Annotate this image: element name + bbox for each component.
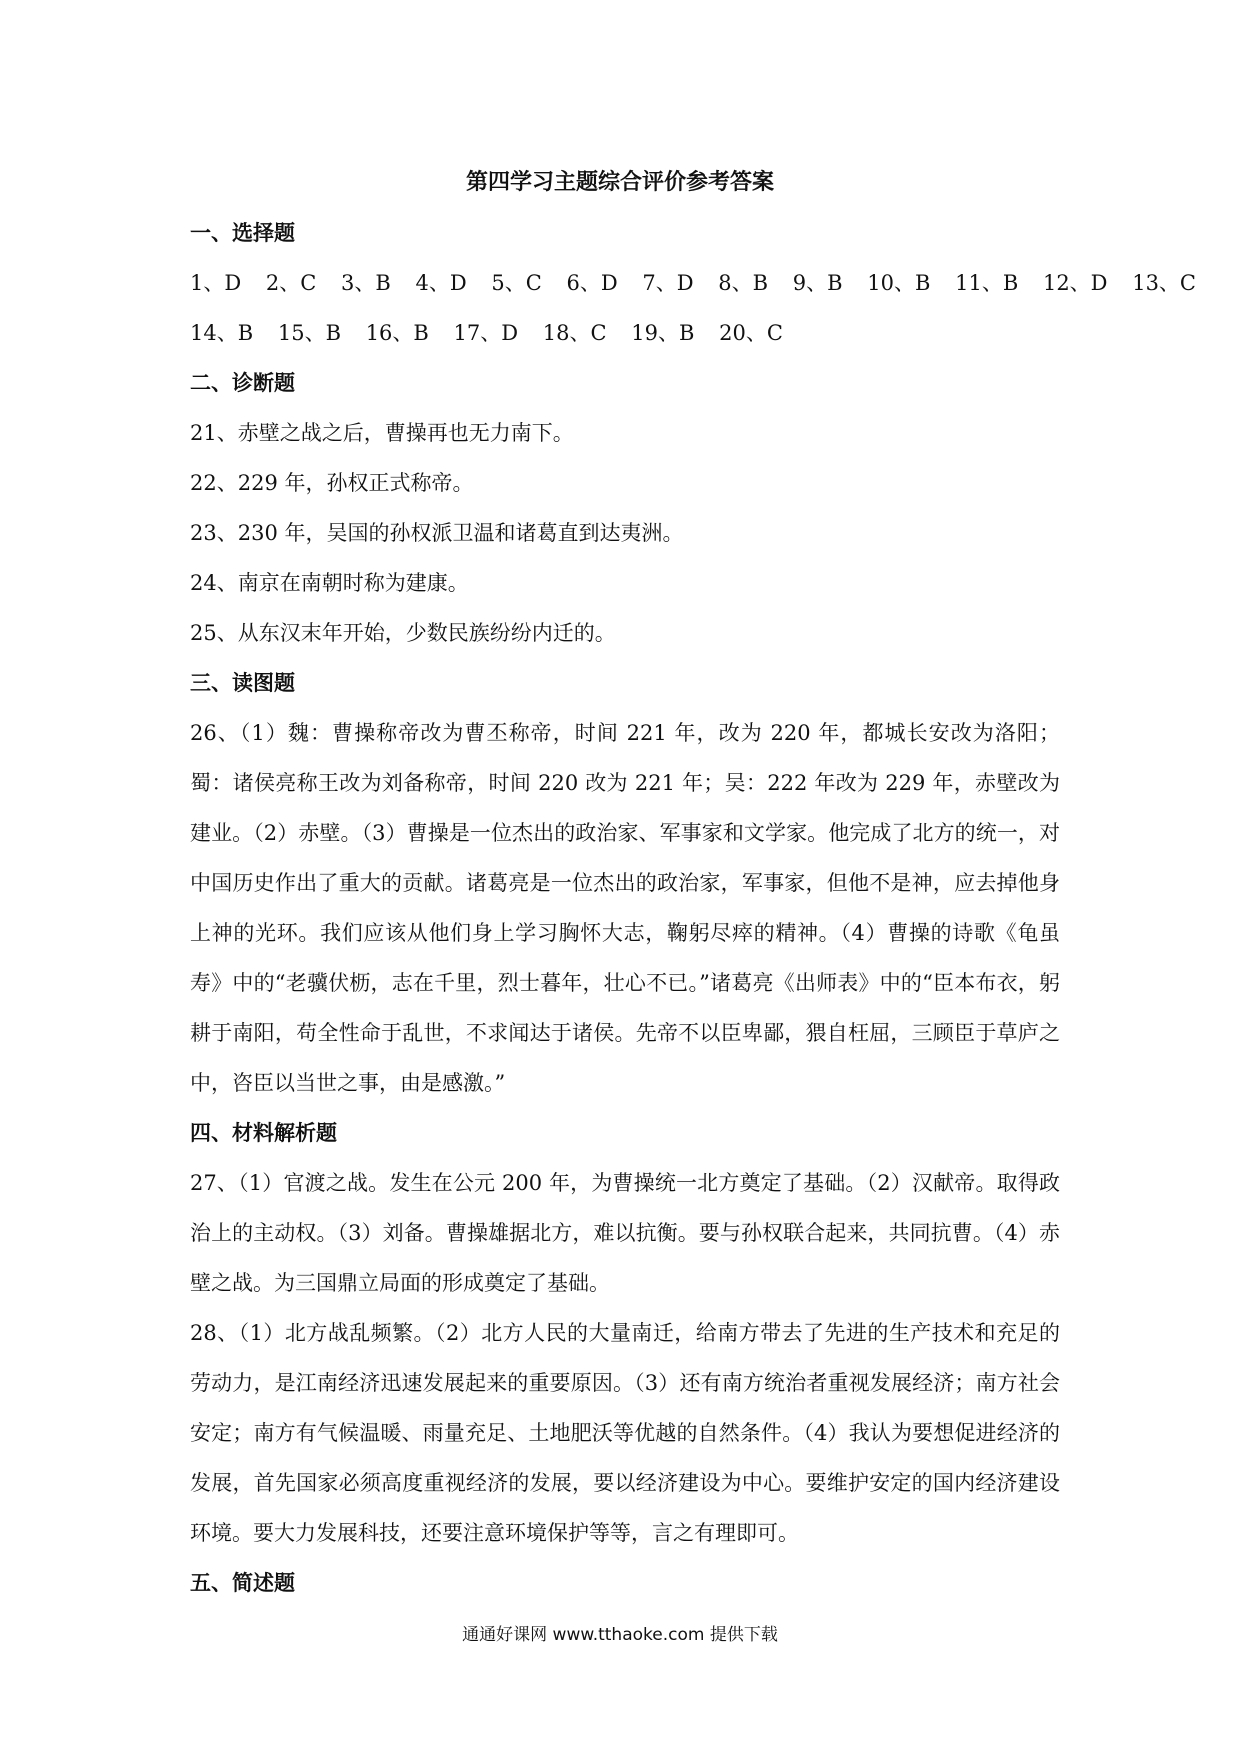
diagnosis-answer-22: 22、229 年，孙权正式称帝。	[190, 471, 474, 495]
page-footer: 通通好课网 www.tthaoke.com 提供下载	[462, 1625, 778, 1645]
answer-item: 20、C	[719, 321, 783, 345]
map-reading-answer-26: 26、（1）魏：曹操称帝改为曹丕称帝，时间 221 年，改为 220 年，都城长安改为洛阳；蜀：诸侯亮称王改为刘备称帝，时间 220 改为 221 年；吴：222 年改为 229 年，赤壁改为建业。（2）赤壁。（3）曹操是一位杰出的政治家、军事家和文学家。他完成了北方的统一，对中国历史作出了重大的贡献。诸葛亮是一位杰出的政治家，军事家，但他不是神，应去掉他身上神的光环。我们应该从他们身上学习胸怀大志，鞠躬尽瘁的精神。（4）曹操的诗歌《龟虽寿》中的“老骥伏枥，志在千里，烈士暮年，壮心不已。”诸葛亮《出师表》中的“臣本布衣，躬耕于南阳，苟全性命于乱世，不求闻达于诸侯。先帝不以臣卑鄙，猥自枉屈，三顾臣于草庐之中，咨臣以当世之事，由是感激。”	[190, 721, 1060, 1095]
answer-item: 15、B	[277, 321, 341, 345]
answer-item: 9、B	[792, 271, 843, 295]
section-heading-diagnosis: 二、诊断题	[190, 371, 295, 395]
answer-item: 10、B	[867, 271, 931, 295]
answer-item: 17、D	[453, 321, 519, 345]
answer-item: 3、B	[341, 271, 391, 295]
diagnosis-answer-23: 23、230 年，吴国的孙权派卫温和诸葛直到达夷洲。	[190, 521, 684, 545]
answer-item: 2、C	[265, 271, 317, 295]
answer-item: 14、B	[190, 321, 254, 345]
choice-answers-row-2	[190, 308, 1060, 358]
answer-item: 11、B	[955, 271, 1019, 295]
section-heading-material-analysis: 四、材料解析题	[190, 1121, 337, 1145]
page-title: 第四学习主题综合评价参考答案	[465, 170, 774, 195]
diagnosis-answer-25: 25、从东汉末年开始，少数民族纷纷内迁的。	[190, 621, 616, 645]
answer-item: 1、D	[190, 271, 242, 295]
diagnosis-answer-24: 24、南京在南朝时称为建康。	[190, 571, 469, 595]
section-heading-short-answer: 五、简述题	[190, 1571, 295, 1595]
material-answer-27: 27、（1）官渡之战。发生在公元 200 年，为曹操统一北方奠定了基础。（2）汉献帝。取得政治上的主动权。（3）刘备。曹操雄据北方，难以抗衡。要与孙权联合起来，共同抗曹。（4）赤壁之战。为三国鼎立局面的形成奠定了基础。	[190, 1171, 1060, 1295]
material-answer-28: 28、（1）北方战乱频繁。（2）北方人民的大量南迁，给南方带去了先进的生产技术和充足的劳动力，是江南经济迅速发展起来的重要原因。（3）还有南方统治者重视发展经济；南方社会安定；南方有气候温暖、雨量充足、土地肥沃等优越的自然条件。（4）我认为要想促进经济的发展，首先国家必须高度重视经济的发展，要以经济建设为中心。要维护安定的国内经济建设环境。要大力发展科技，还要注意环境保护等等，言之有理即可。	[190, 1321, 1060, 1545]
choice-answers-row-1	[190, 258, 1196, 308]
answer-item: 7、D	[642, 271, 694, 295]
diagnosis-answer-21: 21、赤壁之战之后，曹操再也无力南下。	[190, 421, 574, 445]
answer-item: 6、D	[566, 271, 618, 295]
answer-item: 19、B	[631, 321, 695, 345]
section-heading-map-reading: 三、读图题	[190, 671, 295, 695]
answer-item: 13、C	[1132, 271, 1196, 295]
answer-item: 16、B	[365, 321, 429, 345]
answer-item: 18、C	[542, 321, 607, 345]
answer-item: 4、D	[415, 271, 467, 295]
section-heading-choice: 一、选择题	[190, 221, 295, 245]
answer-item: 5、C	[491, 271, 542, 295]
answer-item: 8、B	[718, 271, 769, 295]
document-body	[190, 208, 1196, 1608]
answer-item: 12、D	[1042, 271, 1108, 295]
